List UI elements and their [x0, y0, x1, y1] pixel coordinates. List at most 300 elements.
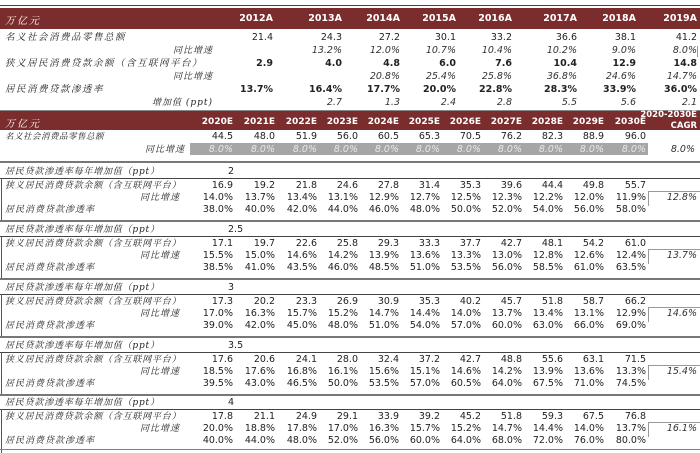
divider: [0, 278, 700, 280]
row-sublabel: 同比增速: [139, 193, 180, 203]
data-cell: 19.7: [253, 238, 275, 249]
data-cell: 14.0%: [573, 423, 604, 434]
year-header: 2029E: [572, 117, 604, 127]
data-cell: 54.0%: [532, 204, 563, 215]
data-cell: 35.3: [459, 180, 481, 191]
data-cell: 16.4%: [309, 84, 342, 95]
data-cell: 27.2: [378, 32, 400, 43]
data-cell: 8.0%: [250, 144, 275, 155]
year-header: 2025E: [408, 117, 440, 127]
data-cell: 13.7%: [615, 423, 646, 434]
data-cell: 13.7%: [244, 192, 275, 203]
data-cell: 18.5%: [202, 366, 233, 377]
row-label: 居民消费贷款渗透率: [5, 263, 96, 273]
data-cell: 53.5%: [368, 378, 399, 389]
data-cell: 21.4: [251, 32, 273, 43]
data-cell: 15.5%: [202, 250, 233, 261]
data-cell: 67.5: [582, 411, 604, 422]
data-cell: 13.7%: [491, 308, 522, 319]
data-cell: 72.0%: [532, 435, 563, 446]
data-cell: 44.5: [211, 131, 233, 142]
data-cell: 21.8: [295, 180, 317, 191]
increment-label: 居民贷款渗透率每年增加值（ppt）: [5, 225, 160, 235]
data-cell: 10.7%: [425, 45, 456, 56]
data-cell: 22.6: [295, 238, 317, 249]
data-cell: 13.1%: [327, 192, 358, 203]
data-cell: 64.0%: [450, 435, 481, 446]
data-cell: 54.2: [582, 238, 604, 249]
data-cell: 4.8: [383, 58, 400, 69]
row-sublabel: 同比增速: [172, 72, 213, 82]
data-cell: 12.7%: [409, 192, 440, 203]
data-cell: 56.0%: [573, 204, 604, 215]
data-cell: 59.3: [541, 411, 563, 422]
data-cell: 14.0%: [450, 308, 481, 319]
data-cell: 50.0%: [450, 204, 481, 215]
row-label: 狭义居民消费贷款余额（含互联网平台）: [5, 412, 182, 422]
data-cell: 15.7%: [409, 423, 440, 434]
data-cell: 20.0%: [202, 423, 233, 434]
data-cell: 43.5%: [286, 262, 317, 273]
data-cell: 39.2: [418, 411, 440, 422]
data-cell: 37.2: [418, 354, 440, 365]
data-cell: 8.0%: [579, 144, 604, 155]
data-cell: 76.8: [624, 411, 646, 422]
data-cell: 16.9: [211, 180, 233, 191]
year-header: 2017A: [543, 13, 577, 24]
data-cell: 14.6%: [450, 366, 481, 377]
data-cell: 20.0%: [423, 84, 456, 95]
data-cell: 40.0%: [202, 435, 233, 446]
data-cell: 58.5%: [532, 262, 563, 273]
data-cell: 40.2: [459, 296, 481, 307]
data-cell: 42.7: [500, 238, 522, 249]
year-header: 2015A: [422, 13, 456, 24]
data-cell: 15.0%: [244, 250, 275, 261]
divider: [0, 336, 700, 338]
data-cell: 26.9: [336, 296, 358, 307]
data-cell: 12.0%: [369, 45, 400, 56]
data-cell: 23.3: [295, 296, 317, 307]
data-cell: 51.0%: [368, 320, 399, 331]
data-cell: 27.8: [377, 180, 399, 191]
divider: [0, 178, 700, 179]
data-cell: 45.2: [459, 411, 481, 422]
data-cell: 38.1: [614, 32, 636, 43]
data-cell: 51.8: [541, 296, 563, 307]
year-header: 2013A: [308, 13, 342, 24]
data-cell: 13.4%: [286, 192, 317, 203]
unit-label: 万亿元: [5, 119, 41, 130]
data-cell: 46.5%: [286, 378, 317, 389]
row-label: 居民消费贷款渗透率: [5, 321, 96, 331]
divider: [0, 236, 700, 237]
data-cell: 33.2: [490, 32, 512, 43]
data-cell: 57.0%: [450, 320, 481, 331]
divider: [697, 46, 698, 57]
data-cell: 51.0%: [409, 262, 440, 273]
data-cell: 16.8%: [286, 366, 317, 377]
data-cell: 88.9: [582, 131, 604, 142]
increment-label: 居民贷款渗透率每年增加值（ppt）: [5, 341, 160, 351]
data-cell: 55.7: [624, 180, 646, 191]
data-cell: 18.8%: [244, 423, 275, 434]
year-header: 2028E: [531, 117, 563, 127]
data-cell: 24.3: [320, 32, 342, 43]
increment-label: 居民贷款渗透率每年增加值（ppt）: [5, 167, 160, 177]
divider: [1, 294, 2, 338]
data-cell: 5.5: [561, 97, 577, 108]
data-cell: 80.0%: [615, 435, 646, 446]
data-cell: 42.0%: [286, 204, 317, 215]
data-cell: 14.6%: [286, 250, 317, 261]
data-cell: 16.1%: [327, 366, 358, 377]
data-cell: 17.8: [211, 411, 233, 422]
data-cell: 6.0: [439, 58, 456, 69]
increment-value: 2.5: [228, 224, 244, 235]
row-label: 居民消费贷款渗透率: [5, 379, 96, 389]
divider: [0, 294, 700, 295]
increment-value: 3.5: [228, 340, 244, 351]
data-cell: 17.3: [211, 296, 233, 307]
data-cell: 48.5%: [368, 262, 399, 273]
data-cell: 14.7%: [368, 308, 399, 319]
data-cell: 8.0%: [208, 144, 233, 155]
data-cell: 33.9%: [603, 84, 636, 95]
data-cell: 2.7: [326, 97, 342, 108]
data-cell: 29.1: [336, 411, 358, 422]
data-cell: 14.2%: [327, 250, 358, 261]
data-cell: 67.5%: [532, 378, 563, 389]
data-cell: 15.7%: [286, 308, 317, 319]
row-sublabel: 同比增速: [139, 309, 180, 319]
year-header: 2021E: [243, 117, 275, 127]
header-band-historical: [0, 8, 700, 29]
data-cell: 28.0: [336, 354, 358, 365]
data-cell: 42.0%: [244, 320, 275, 331]
data-cell: 8.0%: [497, 144, 522, 155]
row-label: 居民消费贷款渗透率: [5, 436, 96, 446]
data-cell: 56.0: [336, 131, 358, 142]
data-cell: 36.8%: [546, 71, 577, 82]
data-cell: 14.7%: [491, 423, 522, 434]
data-cell: 41.0%: [244, 262, 275, 273]
cagr-value: 8.0%: [670, 144, 695, 155]
row-label: 狭义居民消费贷款余额（含互联网平台）: [5, 58, 204, 69]
data-cell: 8.0%: [621, 144, 646, 155]
data-cell: 13.7%: [240, 84, 273, 95]
data-cell: 25.4%: [425, 71, 456, 82]
data-cell: 65.3: [418, 131, 440, 142]
year-header: 2023E: [326, 117, 358, 127]
year-header: 2016A: [478, 13, 512, 24]
data-cell: 13.3%: [450, 250, 481, 261]
data-cell: 8.0%: [538, 144, 563, 155]
data-cell: 36.6: [555, 32, 577, 43]
data-cell: 14.7%: [666, 71, 697, 82]
data-cell: 12.8%: [532, 250, 563, 261]
row-label: 狭义居民消费贷款余额（含互联网平台）: [5, 355, 182, 365]
data-cell: 56.0%: [491, 262, 522, 273]
year-header: 2026E: [449, 117, 481, 127]
data-cell: 12.9%: [368, 192, 399, 203]
divider: [1, 409, 2, 453]
data-cell: 15.1%: [409, 366, 440, 377]
year-header: 2018A: [602, 13, 636, 24]
data-cell: 13.0%: [491, 250, 522, 261]
data-cell: 29.3: [377, 238, 399, 249]
data-cell: 8.0%: [333, 144, 358, 155]
data-cell: 76.2: [500, 131, 522, 142]
data-cell: 48.8: [500, 354, 522, 365]
year-header: 2014A: [366, 13, 400, 24]
data-cell: 22.8%: [479, 84, 512, 95]
data-cell: 33.9: [377, 411, 399, 422]
data-cell: 30.9: [377, 296, 399, 307]
row-label: 居民消费贷款渗透率: [5, 205, 96, 215]
year-header: 2027E: [490, 117, 522, 127]
data-cell: 51.8: [500, 411, 522, 422]
data-cell: 13.3%: [615, 366, 646, 377]
data-cell: 52.0%: [327, 435, 358, 446]
data-cell: 13.6%: [409, 250, 440, 261]
row-label: 名义社会消费品零售总额: [5, 32, 127, 43]
data-cell: 8.0%: [415, 144, 440, 155]
row-sublabel: 增加值 (ppt): [151, 98, 213, 108]
divider: [0, 449, 700, 450]
data-cell: 21.1: [253, 411, 275, 422]
data-cell: 82.3: [541, 131, 563, 142]
data-cell: 17.0%: [202, 308, 233, 319]
divider: [0, 409, 700, 410]
data-cell: 71.5: [624, 354, 646, 365]
data-cell: 56.0%: [368, 435, 399, 446]
data-cell: 39.6: [500, 180, 522, 191]
data-cell: 60.0%: [491, 320, 522, 331]
data-cell: 38.0%: [202, 204, 233, 215]
data-cell: 69.0%: [615, 320, 646, 331]
row-sublabel: 同比增速: [139, 367, 180, 377]
year-header: 2024E: [367, 117, 399, 127]
data-cell: 14.4%: [532, 423, 563, 434]
data-cell: 44.0%: [244, 435, 275, 446]
cagr-value: 16.1%: [666, 423, 697, 434]
data-cell: 68.0%: [491, 435, 522, 446]
data-cell: 71.0%: [573, 378, 604, 389]
row-sublabel: 同比增速: [139, 251, 180, 261]
data-cell: 13.9%: [532, 366, 563, 377]
data-cell: 14.8: [673, 58, 697, 69]
data-cell: 36.0%: [664, 84, 697, 95]
data-cell: 63.5%: [615, 262, 646, 273]
data-cell: 8.0%: [374, 144, 399, 155]
data-cell: 48.1: [541, 238, 563, 249]
data-cell: 53.5%: [450, 262, 481, 273]
data-cell: 13.4%: [532, 308, 563, 319]
data-cell: 46.0%: [327, 262, 358, 273]
row-label: 狭义居民消费贷款余额（含互联网平台）: [5, 239, 182, 249]
data-cell: 12.5%: [450, 192, 481, 203]
data-cell: 50.0%: [327, 378, 358, 389]
divider: [0, 394, 700, 396]
data-cell: 24.6: [336, 180, 358, 191]
data-cell: 57.0%: [409, 378, 440, 389]
data-cell: 44.4: [541, 180, 563, 191]
data-cell: 63.0%: [532, 320, 563, 331]
data-cell: 48.0%: [327, 320, 358, 331]
data-cell: 25.8: [336, 238, 358, 249]
data-cell: 8.0%: [292, 144, 317, 155]
data-cell: 24.9: [295, 411, 317, 422]
unit-label: 万亿元: [5, 16, 41, 27]
divider: [1, 236, 2, 280]
row-sublabel: 同比增速: [139, 424, 180, 434]
data-cell: 13.2%: [311, 45, 342, 56]
data-cell: 5.6: [620, 97, 636, 108]
divider: [1, 352, 2, 396]
increment-label: 居民贷款渗透率每年增加值（ppt）: [5, 398, 160, 408]
data-cell: 48.0%: [286, 435, 317, 446]
data-cell: 60.5%: [450, 378, 481, 389]
data-cell: 40.0%: [244, 204, 275, 215]
data-cell: 20.6: [253, 354, 275, 365]
data-cell: 12.0%: [573, 192, 604, 203]
cagr-value: 15.4%: [666, 366, 697, 377]
data-cell: 14.0%: [202, 192, 233, 203]
data-cell: 8.0%: [456, 144, 481, 155]
data-cell: 64.0%: [491, 378, 522, 389]
data-cell: 63.1: [582, 354, 604, 365]
data-cell: 35.3: [418, 296, 440, 307]
data-cell: 51.9: [295, 131, 317, 142]
data-cell: 48.0: [253, 131, 275, 142]
year-header: 2030E: [614, 117, 646, 127]
data-cell: 15.6%: [368, 366, 399, 377]
data-cell: 25.8%: [481, 71, 512, 82]
data-cell: 8.0%: [672, 45, 697, 56]
data-cell: 37.7: [459, 238, 481, 249]
data-cell: 60.5: [377, 131, 399, 142]
row-label: 名义社会消费品零售总额: [5, 132, 105, 142]
divider: [0, 220, 700, 222]
cagr-value: 14.6%: [666, 308, 697, 319]
data-cell: 17.6: [211, 354, 233, 365]
data-cell: 43.0%: [244, 378, 275, 389]
data-cell: 58.7: [582, 296, 604, 307]
divider: [0, 352, 700, 353]
data-cell: 17.8%: [286, 423, 317, 434]
data-cell: 42.7: [459, 354, 481, 365]
data-cell: 17.1: [211, 238, 233, 249]
data-cell: 7.6: [495, 58, 512, 69]
year-header: 2022E: [285, 117, 317, 127]
cagr-value: 13.7%: [666, 250, 697, 261]
data-cell: 14.2%: [491, 366, 522, 377]
data-cell: 13.6%: [573, 366, 604, 377]
data-cell: 49.8: [582, 180, 604, 191]
data-cell: 76.0%: [573, 435, 604, 446]
row-label: 狭义居民消费贷款余额（含互联网平台）: [5, 181, 182, 191]
data-cell: 1.3: [384, 97, 400, 108]
year-header: 2012A: [239, 13, 273, 24]
cagr-header: CAGR: [670, 121, 697, 131]
data-cell: 45.7: [500, 296, 522, 307]
increment-value: 3: [228, 282, 235, 293]
data-cell: 60.0%: [409, 435, 440, 446]
data-cell: 46.0%: [368, 204, 399, 215]
data-cell: 61.0: [624, 238, 646, 249]
data-cell: 45.0%: [286, 320, 317, 331]
increment-value: 4: [228, 397, 235, 408]
data-cell: 13.1%: [573, 308, 604, 319]
data-cell: 74.5%: [615, 378, 646, 389]
data-cell: 12.9%: [615, 308, 646, 319]
data-cell: 20.8%: [369, 71, 400, 82]
data-cell: 15.2%: [327, 308, 358, 319]
data-cell: 66.2: [624, 296, 646, 307]
data-cell: 17.6%: [244, 366, 275, 377]
data-cell: 24.1: [295, 354, 317, 365]
data-cell: 33.3: [418, 238, 440, 249]
increment-value: 2: [228, 166, 235, 177]
data-cell: 10.4%: [481, 45, 512, 56]
data-cell: 58.0%: [615, 204, 646, 215]
data-cell: 2.1: [681, 97, 697, 108]
data-cell: 12.6%: [573, 250, 604, 261]
data-cell: 13.9%: [368, 250, 399, 261]
data-cell: 10.4: [553, 58, 577, 69]
data-cell: 12.9: [612, 58, 636, 69]
data-cell: 52.0%: [491, 204, 522, 215]
data-cell: 39.0%: [202, 320, 233, 331]
data-cell: 96.0: [624, 131, 646, 142]
data-cell: 66.0%: [573, 320, 604, 331]
data-cell: 38.5%: [202, 262, 233, 273]
data-cell: 17.7%: [367, 84, 400, 95]
data-cell: 24.6%: [605, 71, 636, 82]
data-cell: 41.2: [675, 32, 697, 43]
row-label: 居民消费贷款渗透率: [5, 84, 105, 95]
data-cell: 15.2%: [450, 423, 481, 434]
row-sublabel: 同比增速: [172, 46, 213, 56]
data-cell: 2.4: [440, 97, 456, 108]
year-header: 2020E: [201, 117, 233, 127]
data-cell: 12.2%: [532, 192, 563, 203]
data-cell: 70.5: [459, 131, 481, 142]
row-label: 狭义居民消费贷款余额（含互联网平台）: [5, 297, 182, 307]
data-cell: 2.9: [256, 58, 273, 69]
cagr-value: 12.8%: [666, 192, 697, 203]
data-cell: 48.0%: [409, 204, 440, 215]
data-cell: 32.4: [377, 354, 399, 365]
divider: [1, 178, 2, 222]
data-cell: 16.3%: [368, 423, 399, 434]
data-cell: 39.5%: [202, 378, 233, 389]
data-cell: 16.3%: [244, 308, 275, 319]
row-sublabel: 同比增速: [144, 145, 185, 155]
data-cell: 30.1: [434, 32, 456, 43]
data-cell: 14.4%: [409, 308, 440, 319]
data-cell: 10.2%: [546, 45, 577, 56]
divider: [0, 5, 700, 6]
data-cell: 55.6: [541, 354, 563, 365]
year-header: 2019A: [663, 13, 697, 24]
increment-label: 居民贷款渗透率每年增加值（ppt）: [5, 283, 160, 293]
data-cell: 28.3%: [544, 84, 577, 95]
data-cell: 19.2: [253, 180, 275, 191]
data-cell: 12.4%: [615, 250, 646, 261]
data-cell: 2.8: [496, 97, 512, 108]
